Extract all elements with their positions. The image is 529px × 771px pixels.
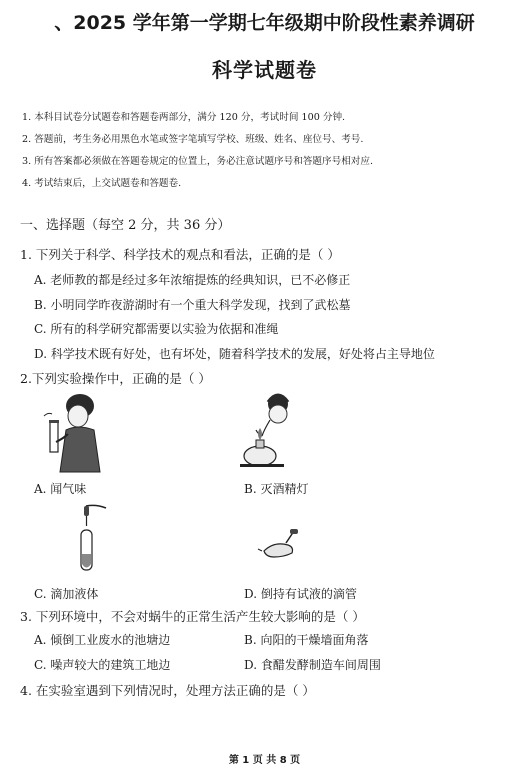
question-1-option-a: A. 老师教的都是经过多年浓缩提炼的经典知识，已不必修正 xyxy=(34,273,351,287)
section-heading: 一、选择题（每空 2 分，共 36 分） xyxy=(20,218,231,233)
question-3-stem: 3. 下列环境中，不会对蜗牛的正常生活产生较大影响的是（ ） xyxy=(20,609,365,624)
question-2-stem: 2.下列实验操作中，正确的是（ ） xyxy=(20,371,211,386)
exam-title: 、2025 学年第一学期七年级期中阶段性素养调研 xyxy=(54,12,475,34)
notice-3: 3. 所有答案都必须做在答题卷规定的位置上，务必注意试题序号和答题序号相对应. xyxy=(22,156,374,167)
question-1-option-d: D. 科学技术既有好处，也有坏处，随着科学技术的发展，好处将占主导地位 xyxy=(34,347,435,361)
exam-subtitle: 科学试题卷 xyxy=(212,58,317,82)
question-3-option-d: D. 食醋发酵制造车间周围 xyxy=(244,658,381,672)
question-1-stem: 1. 下列关于科学、科学技术的观点和看法，正确的是（ ） xyxy=(20,247,340,262)
dropper-illustration xyxy=(62,504,112,574)
question-4-stem: 4. 在实验室遇到下列情况时，处理方法正确的是（ ） xyxy=(20,683,315,698)
question-3-option-a: A. 倾倒工业废水的池塘边 xyxy=(34,633,171,647)
notice-1: 1. 本科目试卷分试题卷和答题卷两部分，满分 120 分，考试时间 100 分钟. xyxy=(22,112,346,123)
question-2-option-d: D. 倒持有试液的滴管 xyxy=(244,587,357,601)
question-3-option-c: C. 噪声较大的建筑工地边 xyxy=(34,658,171,672)
alcohol-lamp-illustration xyxy=(234,390,304,472)
question-2-option-c: C. 滴加液体 xyxy=(34,587,99,601)
question-1-option-c: C. 所有的科学研究都需要以实验为依据和准绳 xyxy=(34,322,279,336)
question-2-option-a: A. 闻气味 xyxy=(34,482,87,496)
inverted-dropper-illustration xyxy=(254,527,304,567)
notice-2: 2. 答题前，考生务必用黑色水笔或签字笔填写学校、班级、姓名、座位号、考号. xyxy=(22,134,364,145)
question-3-option-b: B. 向阳的干燥墙面角落 xyxy=(244,633,369,647)
notice-4: 4. 考试结束后，上交试题卷和答题卷. xyxy=(22,178,182,189)
question-2-option-b: B. 灭酒精灯 xyxy=(244,482,309,496)
smelling-gas-illustration xyxy=(38,392,108,474)
page-footer: 第 1 页 共 8 页 xyxy=(228,755,301,766)
question-1-option-b: B. 小明同学昨夜游湖时有一个重大科学发现，找到了武松墓 xyxy=(34,298,351,312)
